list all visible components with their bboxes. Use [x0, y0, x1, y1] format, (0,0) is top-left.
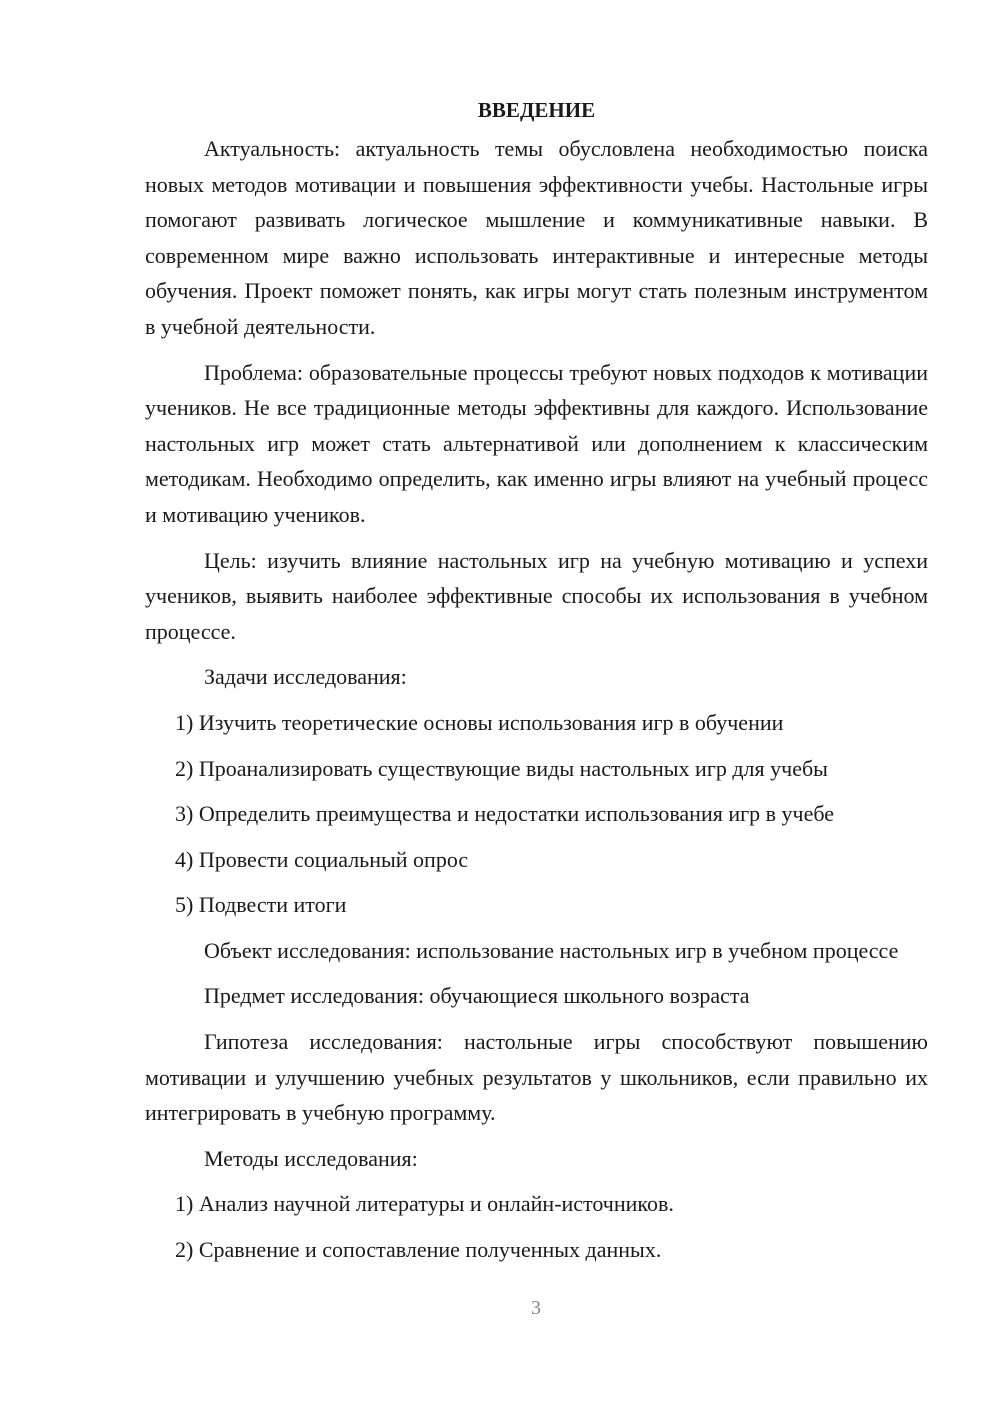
subject-paragraph: Предмет исследования: обучающиеся школьного возраста	[204, 983, 750, 1009]
task-item: 2) Проанализировать существующие виды настольных игр для учебы	[175, 755, 828, 781]
method-item: 1) Анализ научной литературы и онлайн-источников.	[175, 1191, 674, 1217]
page-title: ВВЕДЕНИЕ	[477, 98, 596, 122]
method-item: 2) Сравнение и сопоставление полученных данных.	[175, 1237, 662, 1263]
document-page	[145, 92, 928, 1278]
relevance-paragraph: Актуальность: актуальность темы обусловлена необходимостью поиска новых методов мотивации и повышения эффективности учебы. Настольные игры помогают развивать логическое мышление и коммуникативные навыки. В современном мире важно использовать интерактивные и интересные методы обучения. Проект поможет понять, как игры могут стать полезным инструментом в учебной деятельности.	[145, 136, 928, 339]
task-item: 5) Подвести итоги	[175, 892, 347, 918]
page-number: 3	[531, 1297, 541, 1319]
object-paragraph: Объект исследования: использование настольных игр в учебном процессе	[204, 937, 899, 963]
tasks-heading: Задачи исследования:	[204, 664, 407, 690]
goal-paragraph: Цель: изучить влияние настольных игр на учебную мотивацию и успехи учеников, выявить наиболее эффективные способы их использования в учебном процессе.	[145, 547, 928, 644]
methods-heading: Методы исследования:	[204, 1145, 418, 1171]
task-item: 4) Провести социальный опрос	[175, 846, 469, 872]
hypothesis-paragraph: Гипотеза исследования: настольные игры способствуют повышению мотивации и улучшению учебных результатов у школьников, если правильно их интегрировать в учебную программу.	[145, 1029, 928, 1126]
task-item: 3) Определить преимущества и недостатки использования игр в учебе	[175, 801, 835, 827]
problem-paragraph: Проблема: образовательные процессы требуют новых подходов к мотивации учеников. Не все традиционные методы эффективны для каждого. Использование настольных игр может стать альтернативой или дополнением к классическим методикам. Необходимо определить, как именно игры влияют на учебный процесс и мотивацию учеников.	[145, 359, 928, 527]
task-item: 1) Изучить теоретические основы использования игр в обучении	[175, 709, 784, 735]
